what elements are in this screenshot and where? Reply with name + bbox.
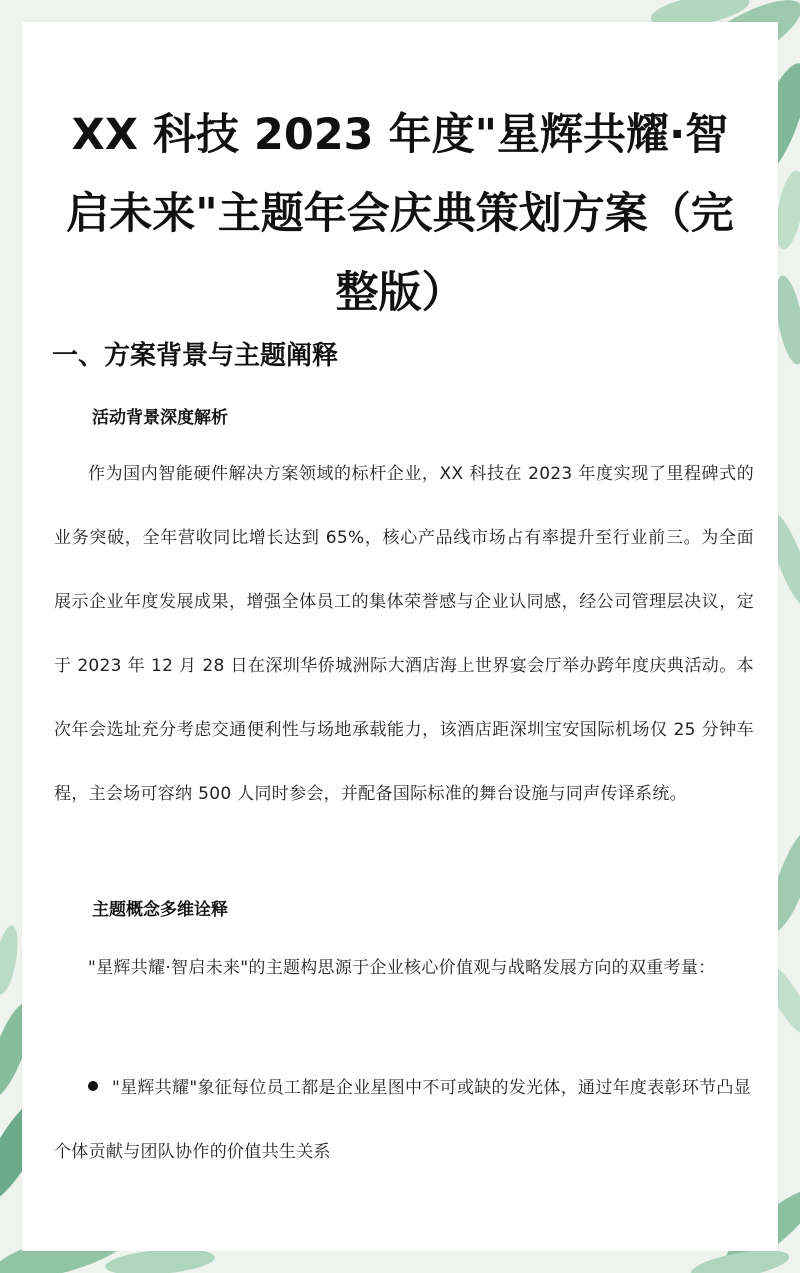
paragraph-background: 作为国内智能硬件解决方案领域的标杆企业，XX 科技在 2023 年度实现了里程碑式的业务突破，全年营收同比增长达到 65%，核心产品线市场占有率提升至行业前三。为全面展示企业年度发展成果，增强全体员工的集体荣誉感与企业认同感，经公司管理层决议，定于 2023 年 12 月 28 日在深圳华侨城洲际大酒店海上世界宴会厅举办跨年度庆典活动。本次年会选址充分考虑交通便利性与场地承载能力，该酒店距深圳宝安国际机场仅 25 分钟车程，主会场可容纳 500 人同时参会，并配备国际标准的舞台设施与同声传译系统。 [54,464,754,804]
bullet-dot-icon [88,1081,98,1091]
subheading-theme-concept: 主题概念多维诠释 [92,900,228,920]
subheading-background-analysis: 活动背景深度解析 [92,408,228,428]
list-item [54,1056,754,1184]
section-heading-background: 一、方案背景与主题阐释 [52,341,339,371]
document-page [22,22,778,1251]
bullet-text: "星辉共耀"象征每位员工都是企业星图中不可或缺的发光体，通过年度表彰环节凸显个体贡献与团队协作的价值共生关系 [54,1078,752,1162]
paragraph-theme-intro: "星辉共耀·智启未来"的主题构思源于企业核心价值观与战略发展方向的双重考量： [88,958,716,978]
document-title: XX 科技 2023 年度"星辉共耀·智启未来"主题年会庆典策划方案（完整版） [66,110,734,318]
